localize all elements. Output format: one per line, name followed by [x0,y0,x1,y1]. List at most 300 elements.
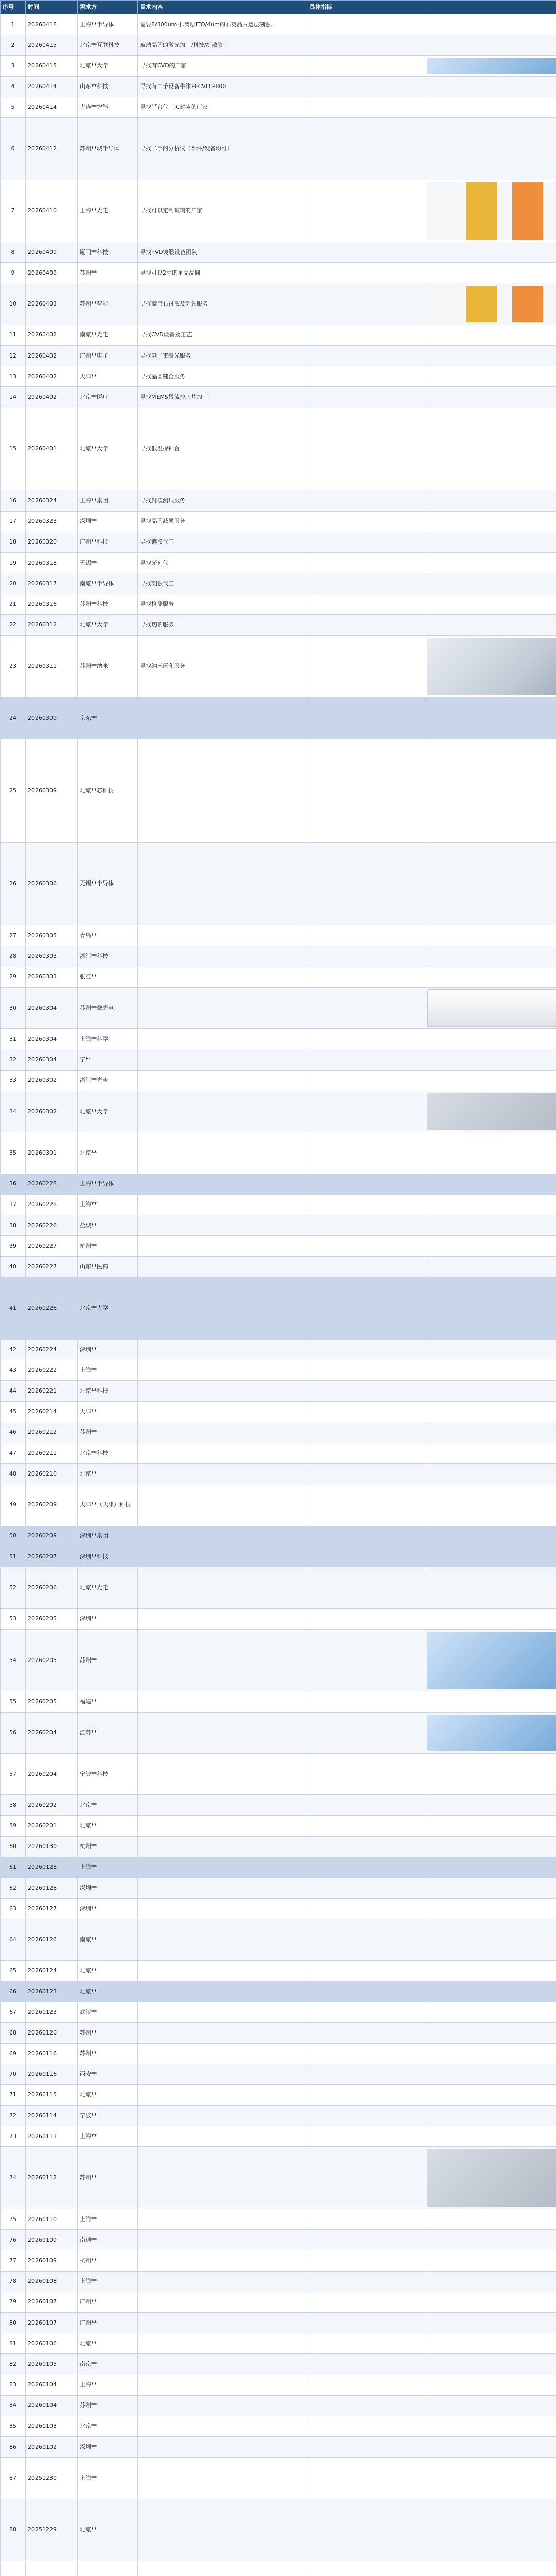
row-image [425,532,556,552]
row-spec [307,1836,425,1857]
header-no: 序号 [1,1,26,14]
row-time: 20260108 [26,2271,78,2292]
table-row [1,2312,556,2333]
row-spec [307,987,425,1028]
row-no: 13 [1,366,26,387]
row-requirement: 寻找MEMS微流控芯片加工 [138,387,307,408]
row-spec [307,2375,425,2395]
row-no: 61 [1,1857,26,1877]
row-time: 20260311 [26,635,78,698]
row-image [425,2333,556,2354]
row-image [425,1857,556,1877]
row-party: 上海**集团 [78,490,138,511]
row-requirement [138,2043,307,2064]
row-requirement [138,1174,307,1194]
row-requirement: 寻找可以2寸的单晶晶圆 [138,263,307,283]
row-requirement [138,1401,307,1422]
row-spec [307,242,425,263]
row-no: 34 [1,1091,26,1132]
row-requirement [138,2292,307,2312]
row-image [425,180,556,242]
table-row [1,1422,556,1443]
row-time: 20260128 [26,1857,78,1877]
row-image [425,325,556,345]
table-row [1,2333,556,2354]
row-image [425,76,556,97]
header-party: 需求方 [78,1,138,14]
row-image [425,1567,556,1608]
row-no: 12 [1,346,26,366]
table-row [1,1340,556,1360]
table-row [1,1174,556,1194]
row-party: 西安** [78,2064,138,2084]
row-party: 深圳** [78,2437,138,2458]
row-requirement [138,1443,307,1464]
row-requirement [138,2499,307,2561]
row-image [425,2395,556,2416]
row-requirement: 寻找光刻代工 [138,552,307,573]
table-row [1,1215,556,1235]
row-image [425,2375,556,2395]
row-no: 27 [1,925,26,946]
row-image [425,387,556,408]
row-image [425,594,556,615]
row-spec [307,1960,425,1981]
row-time: 20260228 [26,1174,78,1194]
row-party [78,2561,138,2576]
row-spec [307,1981,425,2002]
row-image [425,408,556,490]
row-time: 20260124 [26,1960,78,1981]
row-image [425,242,556,263]
row-spec [307,1401,425,1422]
table-row [1,1857,556,1877]
row-no: 17 [1,511,26,532]
table-row [1,2002,556,2023]
table-row [1,387,556,408]
row-image [425,1546,556,1567]
row-time: 20260316 [26,594,78,615]
row-requirement: 寻找晶圆键合服务 [138,366,307,387]
row-party: 苏州** [78,1629,138,1691]
row-requirement [138,1132,307,1174]
row-requirement: 寻找纳米压印服务 [138,635,307,698]
row-spec [307,1215,425,1235]
row-requirement [138,925,307,946]
row-no: 65 [1,1960,26,1981]
table-row [1,2292,556,2312]
row-requirement [138,1340,307,1360]
row-time: 20260418 [26,14,78,35]
row-party: 北京** [78,1816,138,1836]
row-time: 20260412 [26,117,78,180]
row-no: 26 [1,842,26,925]
row-image [425,739,556,842]
row-party: 北京**大学 [78,615,138,635]
row-requirement [138,1360,307,1381]
row-time: 20260401 [26,408,78,490]
row-party: 天津** [78,366,138,387]
row-time: 20260210 [26,1464,78,1484]
row-party: 天津** [78,1401,138,1422]
row-time: 20260402 [26,346,78,366]
row-image [425,1277,556,1340]
row-no: 81 [1,2333,26,2354]
row-party: 浙江**科技 [78,946,138,967]
row-spec [307,2312,425,2333]
row-image [425,2312,556,2333]
row-spec [307,2437,425,2458]
row-no: 37 [1,1194,26,1215]
row-requirement [138,2416,307,2436]
row-requirement [138,2437,307,2458]
row-spec [307,1857,425,1877]
row-requirement [138,1029,307,1049]
row-time: 20260226 [26,1215,78,1235]
row-requirement [138,2064,307,2084]
row-requirement [138,739,307,842]
row-no: 64 [1,1919,26,1960]
row-no: 80 [1,2312,26,2333]
row-no: 6 [1,117,26,180]
row-no: 21 [1,594,26,615]
row-image [425,1836,556,1857]
row-time: 20260305 [26,925,78,946]
table-row [1,2230,556,2250]
row-requirement [138,987,307,1028]
row-image [425,1919,556,1960]
table-row [1,987,556,1028]
row-requirement: 寻找镀膜代工 [138,532,307,552]
row-party: 北京**科技 [78,1443,138,1464]
row-time: 20260112 [26,2147,78,2209]
row-party: 南京**光电 [78,325,138,345]
table-row [1,2458,556,2499]
row-time: 20260409 [26,242,78,263]
row-requirement [138,2561,307,2576]
row-image [425,946,556,967]
row-time: 20260205 [26,1691,78,1712]
row-time: 20260323 [26,511,78,532]
table-row [1,1608,556,1629]
table-row [1,511,556,532]
row-no: 62 [1,1878,26,1899]
table-row [1,1629,556,1691]
table-row [1,2209,556,2230]
row-time: 20260103 [26,2416,78,2436]
row-party: 北京**芯科技 [78,739,138,842]
row-image [425,1215,556,1235]
table-row [1,325,556,345]
row-party: 宁波** [78,2106,138,2126]
table-row [1,1753,556,1794]
row-requirement [138,1899,307,1919]
row-image [425,2437,556,2458]
row-spec [307,1340,425,1360]
row-image [425,2458,556,2499]
row-requirement: 寻找检测服务 [138,594,307,615]
row-spec [307,2354,425,2375]
row-time: 20260227 [26,1257,78,1277]
row-requirement [138,1981,307,2002]
row-no: 71 [1,2084,26,2105]
row-requirement: 寻找电子束曝光服务 [138,346,307,366]
table-row [1,1546,556,1567]
row-image [425,2416,556,2436]
row-party: 苏州**城半导体 [78,117,138,180]
row-time: 20260204 [26,1753,78,1794]
row-party: 盐城** [78,1215,138,1235]
row-spec [307,283,425,325]
row-requirement [138,1691,307,1712]
row-requirement: 寻找有二手设备牛津PECVD P800 [138,76,307,97]
row-time: 20260318 [26,552,78,573]
row-time: 20260102 [26,2437,78,2458]
table-row [1,490,556,511]
image-thumbnail [427,638,556,695]
row-no: 69 [1,2043,26,2064]
row-image [425,2023,556,2043]
row-time: 20260410 [26,180,78,242]
row-time: 20260306 [26,842,78,925]
row-time: 20260204 [26,1712,78,1753]
row-image [425,1753,556,1794]
row-party: 武汉** [78,2002,138,2023]
row-image [425,1091,556,1132]
row-spec [307,76,425,97]
row-party: 山东**医药 [78,1257,138,1277]
row-image [425,1070,556,1091]
row-no: 60 [1,1836,26,1857]
row-time: 20260106 [26,2333,78,2354]
row-no: 85 [1,2416,26,2436]
row-no: 33 [1,1070,26,1091]
row-time: 20260227 [26,1236,78,1257]
row-spec [307,1381,425,1401]
row-image [425,1401,556,1422]
table-row [1,552,556,573]
row-image [425,490,556,511]
row-spec [307,2458,425,2499]
row-image [425,2064,556,2084]
row-no: 83 [1,2375,26,2395]
row-party: 上海** [78,2458,138,2499]
row-time: 20260209 [26,1526,78,1546]
row-requirement [138,946,307,967]
row-image [425,552,556,573]
row-requirement [138,2023,307,2043]
table-row [1,1443,556,1464]
row-requirement [138,2002,307,2023]
row-party: 无锡**半导体 [78,842,138,925]
row-requirement: 寻找可以定制玻璃的厂家 [138,180,307,242]
row-image [425,1132,556,1174]
row-no: 44 [1,1381,26,1401]
row-time: 20260324 [26,490,78,511]
row-image [425,366,556,387]
row-no: 88 [1,2499,26,2561]
row-image [425,2209,556,2230]
row-time: 20260107 [26,2292,78,2312]
header-spec: 具体指标 [307,1,425,14]
row-party: 苏州**微光电 [78,987,138,1028]
row-time: 20260126 [26,1919,78,1960]
row-requirement [138,1236,307,1257]
row-party: 苏州**科技 [78,594,138,615]
row-image [425,263,556,283]
row-no: 18 [1,532,26,552]
table-row [1,1981,556,2002]
row-requirement [138,1070,307,1091]
row-spec [307,842,425,925]
row-no: 24 [1,698,26,739]
row-spec [307,387,425,408]
table-row [1,1691,556,1712]
table-row [1,14,556,35]
row-spec [307,1277,425,1340]
row-image [425,97,556,117]
table-row [1,2499,556,2561]
row-time: 20260304 [26,987,78,1028]
image-thumbnail [427,989,556,1026]
table-row [1,97,556,117]
row-no: 54 [1,1629,26,1691]
row-party: 南京** [78,1919,138,1960]
row-no: 11 [1,325,26,345]
row-spec [307,2561,425,2576]
row-time: 20260127 [26,1899,78,1919]
row-time: 20260115 [26,2084,78,2105]
table-row [1,242,556,263]
row-no: 67 [1,2002,26,2023]
row-time: 20260228 [26,1194,78,1215]
row-image [425,1899,556,1919]
row-time: 20260317 [26,573,78,594]
row-time: 20260301 [26,1132,78,1174]
row-no: 42 [1,1340,26,1360]
row-party: 苏州** [78,2147,138,2209]
row-party: 北京**大学 [78,1277,138,1340]
row-party: 深圳** [78,1608,138,1629]
row-requirement [138,1857,307,1877]
row-spec [307,408,425,490]
row-no: 77 [1,2250,26,2271]
table-row [1,573,556,594]
row-time: 20260312 [26,615,78,635]
row-spec [307,1567,425,1608]
row-spec [307,635,425,698]
row-image [425,1526,556,1546]
row-time [26,2561,78,2576]
row-spec [307,2499,425,2561]
row-party: 苏州** [78,2395,138,2416]
table-row [1,366,556,387]
header-time: 时间 [26,1,78,14]
row-party: 张江** [78,967,138,987]
row-party: 北京** [78,1464,138,1484]
table-row [1,2147,556,2209]
image-thumbnail [427,58,556,74]
row-image [425,1608,556,1629]
row-requirement [138,2312,307,2333]
row-no: 10 [1,283,26,325]
row-no: 41 [1,1277,26,1340]
row-spec [307,1194,425,1215]
row-no: 63 [1,1899,26,1919]
table-row [1,76,556,97]
row-image [425,1816,556,1836]
table-row [1,1401,556,1422]
row-time: 20260409 [26,263,78,283]
row-image [425,1484,556,1526]
row-no: 43 [1,1360,26,1381]
row-requirement [138,842,307,925]
row-spec [307,263,425,283]
row-time: 20260107 [26,2312,78,2333]
row-time: 20260209 [26,1484,78,1526]
row-requirement [138,2375,307,2395]
table-row [1,1381,556,1401]
table-row [1,2023,556,2043]
row-spec [307,573,425,594]
row-spec [307,35,425,56]
row-party: 北京**大学 [78,1091,138,1132]
row-requirement [138,1919,307,1960]
row-party: 大连**智能 [78,97,138,117]
row-time: 20260303 [26,967,78,987]
row-time: 20260128 [26,1878,78,1899]
row-no: 38 [1,1215,26,1235]
row-time: 20260116 [26,2043,78,2064]
row-no: 29 [1,967,26,987]
row-no: 57 [1,1753,26,1794]
row-no: 56 [1,1712,26,1753]
row-time: 20260402 [26,387,78,408]
row-spec [307,180,425,242]
row-spec [307,2084,425,2105]
row-requirement: 寻找晶圆减薄服务 [138,511,307,532]
row-no: 9 [1,263,26,283]
row-no: 19 [1,552,26,573]
row-time: 20260309 [26,698,78,739]
table-row [1,1712,556,1753]
row-time: 20260202 [26,1795,78,1816]
row-requirement: 寻找刻蚀代工 [138,573,307,594]
row-party: 宁** [78,1049,138,1070]
row-spec [307,739,425,842]
table-row [1,1132,556,1174]
row-image [425,1422,556,1443]
row-time: 20260207 [26,1546,78,1567]
row-no: 78 [1,2271,26,2292]
row-image [425,573,556,594]
table-row [1,1049,556,1070]
row-time: 20260415 [26,56,78,76]
row-spec [307,615,425,635]
row-party: 京东** [78,698,138,739]
row-party: 苏州** [78,2043,138,2064]
row-time: 20260104 [26,2375,78,2395]
row-spec [307,2230,425,2250]
row-party: 南通** [78,2230,138,2250]
row-party: 苏州** [78,263,138,283]
row-spec [307,2023,425,2043]
row-party: 宁波**科技 [78,1753,138,1794]
row-time: 20260302 [26,1070,78,1091]
row-requirement [138,1526,307,1546]
row-no: 79 [1,2292,26,2312]
row-party: 北京** [78,1981,138,2002]
